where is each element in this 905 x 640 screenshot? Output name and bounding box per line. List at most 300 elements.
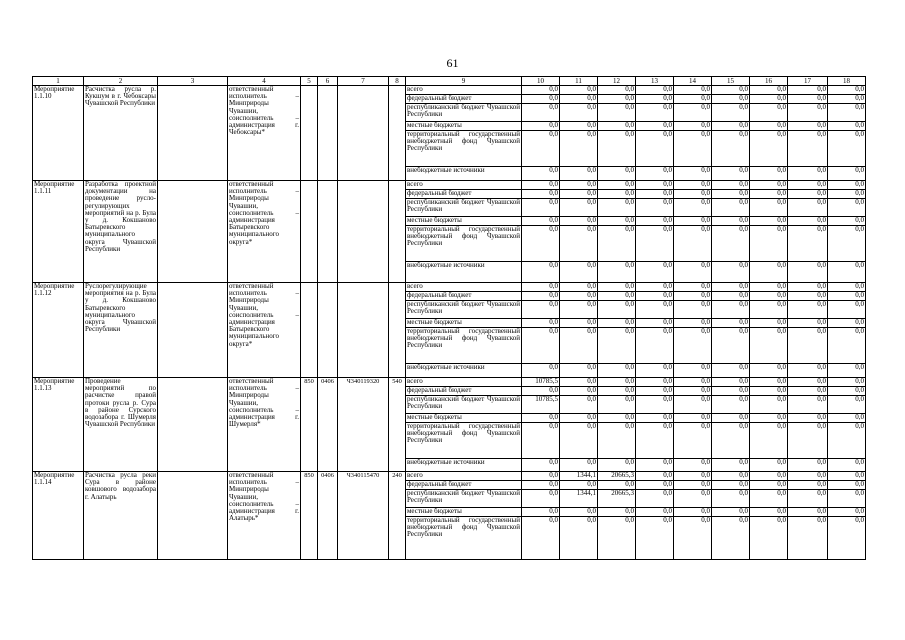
value-cell: 0,0 <box>750 328 788 364</box>
value-cell: 0,0 <box>560 387 598 396</box>
value-cell: 0,0 <box>712 517 750 560</box>
value-cell: 0,0 <box>598 517 636 560</box>
value-cell: 0,0 <box>560 396 598 414</box>
value-cell: 0,0 <box>522 387 560 396</box>
code-grbs: 850 <box>301 378 318 472</box>
value-cell: 0,0 <box>560 319 598 328</box>
value-cell: 0,0 <box>828 472 866 481</box>
value-cell: 0,0 <box>674 328 712 364</box>
value-cell: 0,0 <box>522 481 560 490</box>
value-cell: 0,0 <box>712 481 750 490</box>
header-cell: 18 <box>828 77 866 86</box>
code-target: Ч340119320 <box>338 378 389 472</box>
value-cell: 0,0 <box>598 181 636 190</box>
code-type: 540 <box>389 378 406 472</box>
value-cell: 0,0 <box>712 387 750 396</box>
value-cell: 0,0 <box>598 364 636 378</box>
value-cell: 0,0 <box>788 319 828 328</box>
value-cell: 0,0 <box>712 95 750 104</box>
measure-name: Расчистка русла р. Кукшум в г. Чебоксары Чувашской Республики <box>84 86 158 181</box>
value-cell: 0,0 <box>788 262 828 283</box>
value-cell: 0,0 <box>560 122 598 131</box>
value-cell: 0,0 <box>674 423 712 459</box>
value-cell: 0,0 <box>598 292 636 301</box>
funding-source: местные бюджеты <box>406 414 522 423</box>
value-cell: 0,0 <box>712 283 750 292</box>
funding-source: федеральный бюджет <box>406 481 522 490</box>
code-type <box>389 86 406 181</box>
value-cell: 0,0 <box>828 217 866 226</box>
value-cell: 0,0 <box>598 319 636 328</box>
code-type <box>389 283 406 378</box>
value-cell: 0,0 <box>636 301 674 319</box>
value-cell: 0,0 <box>788 283 828 292</box>
funding-source: федеральный бюджет <box>406 190 522 199</box>
header-cell: 15 <box>712 77 750 86</box>
value-cell: 0,0 <box>712 459 750 472</box>
value-cell: 0,0 <box>712 86 750 95</box>
value-cell: 0,0 <box>712 396 750 414</box>
value-cell: 0,0 <box>750 378 788 387</box>
value-cell: 0,0 <box>674 122 712 131</box>
table-row <box>33 283 866 292</box>
value-cell: 0,0 <box>828 283 866 292</box>
value-cell: 0,0 <box>560 459 598 472</box>
code-grbs: 850 <box>301 472 318 560</box>
value-cell: 0,0 <box>636 190 674 199</box>
value-cell: 0,0 <box>636 167 674 181</box>
value-cell: 0,0 <box>750 226 788 262</box>
value-cell: 0,0 <box>598 459 636 472</box>
value-cell: 0,0 <box>598 414 636 423</box>
value-cell: 0,0 <box>828 481 866 490</box>
responsible: ответственный исполнитель – Минприроды Чувашии, соисполнитель – администрация Батыревского муниципального округа* <box>228 283 301 378</box>
value-cell: 0,0 <box>674 459 712 472</box>
budget-table <box>32 76 866 560</box>
value-cell: 0,0 <box>674 217 712 226</box>
header-cell: 7 <box>338 77 389 86</box>
value-cell: 0,0 <box>750 423 788 459</box>
value-cell: 0,0 <box>750 199 788 217</box>
funding-source: местные бюджеты <box>406 122 522 131</box>
value-cell: 0,0 <box>522 226 560 262</box>
value-cell: 0,0 <box>788 387 828 396</box>
value-cell: 10785,5 <box>522 378 560 387</box>
value-cell: 0,0 <box>560 226 598 262</box>
value-cell: 0,0 <box>522 122 560 131</box>
value-cell: 0,0 <box>522 262 560 283</box>
funding-source: внебюджетные источники <box>406 262 522 283</box>
value-cell: 0,0 <box>788 472 828 481</box>
value-cell: 0,0 <box>674 262 712 283</box>
value-cell: 0,0 <box>788 364 828 378</box>
value-cell: 0,0 <box>636 131 674 167</box>
value-cell: 0,0 <box>712 472 750 481</box>
value-cell: 0,0 <box>828 328 866 364</box>
code-target <box>338 283 389 378</box>
value-cell: 0,0 <box>750 104 788 122</box>
value-cell: 0,0 <box>674 378 712 387</box>
value-cell: 0,0 <box>712 199 750 217</box>
value-cell: 0,0 <box>636 226 674 262</box>
value-cell: 0,0 <box>750 508 788 517</box>
value-cell: 0,0 <box>674 414 712 423</box>
funding-source: местные бюджеты <box>406 508 522 517</box>
value-cell: 0,0 <box>828 86 866 95</box>
code-section: 0406 <box>318 378 338 472</box>
value-cell: 0,0 <box>674 490 712 508</box>
funding-source: всего <box>406 283 522 292</box>
measure-name: Разработка проектной документации на проведение руслорегулирующих мероприятий на р. Була у д. Кокшаново Батыревского муниципального округа Чувашской Республики <box>84 181 158 283</box>
value-cell: 0,0 <box>750 262 788 283</box>
value-cell: 0,0 <box>788 378 828 387</box>
value-cell: 0,0 <box>712 190 750 199</box>
header-cell: 12 <box>598 77 636 86</box>
value-cell: 0,0 <box>636 423 674 459</box>
measure-name: Руслорегулирующие мероприятия на р. Була у д. Кокшаново Батыревского муниципального округа Чувашской Республики <box>84 283 158 378</box>
value-cell: 0,0 <box>750 181 788 190</box>
value-cell: 0,0 <box>560 328 598 364</box>
page-number: 61 <box>446 56 459 70</box>
value-cell: 0,0 <box>522 104 560 122</box>
value-cell: 0,0 <box>712 319 750 328</box>
value-cell: 0,0 <box>750 131 788 167</box>
value-cell: 0,0 <box>674 472 712 481</box>
value-cell: 0,0 <box>750 190 788 199</box>
value-cell: 0,0 <box>560 190 598 199</box>
code-grbs <box>301 181 318 283</box>
value-cell: 0,0 <box>674 226 712 262</box>
value-cell: 0,0 <box>674 167 712 181</box>
header-cell: 16 <box>750 77 788 86</box>
value-cell: 0,0 <box>788 490 828 508</box>
value-cell: 0,0 <box>522 414 560 423</box>
value-cell: 0,0 <box>750 283 788 292</box>
funding-source: территориальный государственный внебюджетный фонд Чувашской Республики <box>406 226 522 262</box>
value-cell: 0,0 <box>636 86 674 95</box>
value-cell: 0,0 <box>712 167 750 181</box>
value-cell: 0,0 <box>788 301 828 319</box>
value-cell: 0,0 <box>712 131 750 167</box>
funding-source: республиканский бюджет Чувашской Республики <box>406 199 522 217</box>
value-cell: 0,0 <box>788 190 828 199</box>
value-cell: 0,0 <box>712 301 750 319</box>
funding-source: республиканский бюджет Чувашской Республики <box>406 301 522 319</box>
value-cell: 0,0 <box>636 396 674 414</box>
value-cell: 0,0 <box>712 181 750 190</box>
value-cell: 0,0 <box>788 131 828 167</box>
value-cell: 0,0 <box>828 262 866 283</box>
code-grbs <box>301 283 318 378</box>
value-cell: 0,0 <box>828 508 866 517</box>
header-cell: 11 <box>560 77 598 86</box>
value-cell: 0,0 <box>712 122 750 131</box>
empty-col-3 <box>158 181 228 283</box>
value-cell: 0,0 <box>750 364 788 378</box>
value-cell: 0,0 <box>788 181 828 190</box>
table-row <box>33 181 866 190</box>
value-cell: 0,0 <box>522 472 560 481</box>
value-cell: 0,0 <box>674 319 712 328</box>
value-cell: 0,0 <box>750 292 788 301</box>
value-cell: 0,0 <box>560 217 598 226</box>
value-cell: 0,0 <box>636 387 674 396</box>
value-cell: 0,0 <box>828 459 866 472</box>
funding-source: внебюджетные источники <box>406 459 522 472</box>
value-cell: 0,0 <box>636 481 674 490</box>
value-cell: 0,0 <box>522 301 560 319</box>
header-row <box>33 77 866 86</box>
responsible: ответственный исполнитель – Минприроды Чувашии, соисполнитель – администрация Батыревского муниципального округа* <box>228 181 301 283</box>
value-cell: 0,0 <box>674 199 712 217</box>
funding-source: местные бюджеты <box>406 217 522 226</box>
value-cell: 0,0 <box>522 490 560 508</box>
header-cell: 9 <box>406 77 522 86</box>
value-cell: 0,0 <box>636 508 674 517</box>
measure-name: Проведение мероприятий по расчистке правой протоки русла р. Сура в районе Сурского водозабора г. Шумерля Чувашской Республики <box>84 378 158 472</box>
header-cell: 3 <box>158 77 228 86</box>
value-cell: 0,0 <box>788 396 828 414</box>
value-cell: 0,0 <box>598 423 636 459</box>
value-cell: 0,0 <box>788 95 828 104</box>
value-cell: 0,0 <box>598 396 636 414</box>
value-cell: 0,0 <box>828 517 866 560</box>
value-cell: 0,0 <box>788 226 828 262</box>
value-cell: 0,0 <box>788 508 828 517</box>
value-cell: 0,0 <box>522 364 560 378</box>
value-cell: 0,0 <box>828 167 866 181</box>
code-grbs <box>301 86 318 181</box>
value-cell: 0,0 <box>522 181 560 190</box>
value-cell: 0,0 <box>674 364 712 378</box>
value-cell: 0,0 <box>674 283 712 292</box>
value-cell: 0,0 <box>522 95 560 104</box>
value-cell: 0,0 <box>750 472 788 481</box>
value-cell: 0,0 <box>636 181 674 190</box>
measure-id: Мероприятие 1.1.13 <box>33 378 84 472</box>
value-cell: 0,0 <box>750 387 788 396</box>
funding-source: внебюджетные источники <box>406 364 522 378</box>
value-cell: 0,0 <box>750 95 788 104</box>
value-cell: 0,0 <box>712 104 750 122</box>
value-cell: 0,0 <box>788 517 828 560</box>
funding-source: федеральный бюджет <box>406 387 522 396</box>
value-cell: 0,0 <box>522 131 560 167</box>
value-cell: 0,0 <box>788 292 828 301</box>
code-section <box>318 86 338 181</box>
header-cell: 14 <box>674 77 712 86</box>
value-cell: 0,0 <box>712 292 750 301</box>
value-cell: 0,0 <box>828 387 866 396</box>
responsible: ответственный исполнитель – Минприроды Чувашии, соисполнитель – администрация г. Алатырь* <box>228 472 301 560</box>
value-cell: 0,0 <box>598 508 636 517</box>
value-cell: 0,0 <box>712 328 750 364</box>
value-cell: 0,0 <box>522 199 560 217</box>
value-cell: 0,0 <box>828 414 866 423</box>
value-cell: 0,0 <box>598 387 636 396</box>
funding-source: республиканский бюджет Чувашской Республики <box>406 396 522 414</box>
value-cell: 0,0 <box>636 414 674 423</box>
value-cell: 0,0 <box>560 86 598 95</box>
code-section: 0406 <box>318 472 338 560</box>
value-cell: 0,0 <box>636 328 674 364</box>
value-cell: 0,0 <box>522 328 560 364</box>
value-cell: 0,0 <box>750 167 788 181</box>
value-cell: 0,0 <box>560 283 598 292</box>
value-cell: 0,0 <box>828 423 866 459</box>
empty-col-3 <box>158 378 228 472</box>
value-cell: 0,0 <box>674 181 712 190</box>
code-section <box>318 283 338 378</box>
value-cell: 0,0 <box>522 459 560 472</box>
funding-source: всего <box>406 472 522 481</box>
value-cell: 0,0 <box>522 283 560 292</box>
value-cell: 0,0 <box>522 292 560 301</box>
funding-source: всего <box>406 181 522 190</box>
value-cell: 0,0 <box>750 301 788 319</box>
value-cell: 0,0 <box>750 319 788 328</box>
value-cell: 0,0 <box>598 262 636 283</box>
responsible: ответственный исполнитель – Минприроды Чувашии, соисполнитель – администрация г. Чебоксары* <box>228 86 301 181</box>
value-cell: 0,0 <box>522 217 560 226</box>
responsible: ответственный исполнитель – Минприроды Чувашии, соисполнитель – администрация г. Шумерля* <box>228 378 301 472</box>
value-cell: 0,0 <box>636 319 674 328</box>
value-cell: 0,0 <box>522 423 560 459</box>
value-cell: 0,0 <box>788 414 828 423</box>
value-cell: 0,0 <box>712 262 750 283</box>
value-cell: 0,0 <box>750 414 788 423</box>
value-cell: 0,0 <box>788 459 828 472</box>
funding-source: внебюджетные источники <box>406 167 522 181</box>
value-cell: 0,0 <box>712 364 750 378</box>
value-cell: 0,0 <box>598 283 636 292</box>
value-cell: 0,0 <box>712 414 750 423</box>
code-target <box>338 86 389 181</box>
code-section <box>318 181 338 283</box>
header-cell: 10 <box>522 77 560 86</box>
measure-id: Мероприятие 1.1.11 <box>33 181 84 283</box>
value-cell: 0,0 <box>788 217 828 226</box>
value-cell: 0,0 <box>522 167 560 181</box>
funding-source: территориальный государственный внебюджетный фонд Чувашской Республики <box>406 517 522 560</box>
value-cell: 0,0 <box>712 217 750 226</box>
value-cell: 0,0 <box>788 423 828 459</box>
value-cell: 0,0 <box>560 508 598 517</box>
value-cell: 0,0 <box>522 190 560 199</box>
value-cell: 0,0 <box>750 517 788 560</box>
value-cell: 0,0 <box>598 328 636 364</box>
value-cell: 0,0 <box>636 262 674 283</box>
header-cell: 4 <box>228 77 301 86</box>
measure-id: Мероприятие 1.1.10 <box>33 86 84 181</box>
value-cell: 0,0 <box>598 378 636 387</box>
value-cell: 0,0 <box>636 199 674 217</box>
value-cell: 0,0 <box>598 481 636 490</box>
measure-id: Мероприятие 1.1.12 <box>33 283 84 378</box>
value-cell: 0,0 <box>788 122 828 131</box>
value-cell: 0,0 <box>674 387 712 396</box>
value-cell: 0,0 <box>674 508 712 517</box>
value-cell: 0,0 <box>522 508 560 517</box>
value-cell: 0,0 <box>712 423 750 459</box>
value-cell: 0,0 <box>598 190 636 199</box>
value-cell: 0,0 <box>788 481 828 490</box>
value-cell: 0,0 <box>788 104 828 122</box>
header-cell: 5 <box>301 77 318 86</box>
value-cell: 0,0 <box>560 364 598 378</box>
funding-source: республиканский бюджет Чувашской Республики <box>406 490 522 508</box>
header-cell: 17 <box>788 77 828 86</box>
value-cell: 0,0 <box>598 131 636 167</box>
value-cell: 0,0 <box>788 328 828 364</box>
value-cell: 0,0 <box>750 490 788 508</box>
value-cell: 0,0 <box>674 481 712 490</box>
funding-source: федеральный бюджет <box>406 95 522 104</box>
value-cell: 0,0 <box>598 167 636 181</box>
funding-source: республиканский бюджет Чувашской Республики <box>406 104 522 122</box>
empty-col-3 <box>158 86 228 181</box>
value-cell: 20665,3 <box>598 490 636 508</box>
value-cell: 10785,5 <box>522 396 560 414</box>
value-cell: 0,0 <box>674 95 712 104</box>
value-cell: 0,0 <box>828 131 866 167</box>
value-cell: 0,0 <box>674 190 712 199</box>
value-cell: 0,0 <box>598 301 636 319</box>
value-cell: 0,0 <box>828 95 866 104</box>
value-cell: 0,0 <box>788 86 828 95</box>
header-cell: 8 <box>389 77 406 86</box>
code-type: 240 <box>389 472 406 560</box>
table-row <box>33 472 866 481</box>
value-cell: 0,0 <box>636 122 674 131</box>
code-target: Ч340115470 <box>338 472 389 560</box>
value-cell: 0,0 <box>560 414 598 423</box>
value-cell: 0,0 <box>674 131 712 167</box>
header-cell: 6 <box>318 77 338 86</box>
value-cell: 0,0 <box>674 517 712 560</box>
value-cell: 0,0 <box>560 104 598 122</box>
value-cell: 0,0 <box>750 481 788 490</box>
value-cell: 0,0 <box>636 517 674 560</box>
value-cell: 0,0 <box>828 301 866 319</box>
funding-source: территориальный государственный внебюджетный фонд Чувашской Республики <box>406 131 522 167</box>
value-cell: 0,0 <box>828 226 866 262</box>
funding-source: всего <box>406 378 522 387</box>
empty-col-3 <box>158 472 228 560</box>
value-cell: 0,0 <box>522 86 560 95</box>
value-cell: 0,0 <box>674 104 712 122</box>
value-cell: 0,0 <box>598 226 636 262</box>
value-cell: 0,0 <box>828 104 866 122</box>
measure-name: Расчистка русла реки Сура в районе ковшового водозабора г. Алатырь <box>84 472 158 560</box>
value-cell: 0,0 <box>750 459 788 472</box>
value-cell: 0,0 <box>598 86 636 95</box>
table-row <box>33 378 866 387</box>
value-cell: 0,0 <box>636 292 674 301</box>
value-cell: 0,0 <box>598 104 636 122</box>
funding-source: всего <box>406 86 522 95</box>
value-cell: 0,0 <box>560 167 598 181</box>
value-cell: 0,0 <box>522 319 560 328</box>
table-row <box>33 86 866 95</box>
value-cell: 0,0 <box>636 490 674 508</box>
value-cell: 0,0 <box>788 199 828 217</box>
value-cell: 0,0 <box>560 292 598 301</box>
header-cell: 1 <box>33 77 84 86</box>
value-cell: 0,0 <box>560 131 598 167</box>
value-cell: 0,0 <box>560 423 598 459</box>
value-cell: 0,0 <box>788 167 828 181</box>
